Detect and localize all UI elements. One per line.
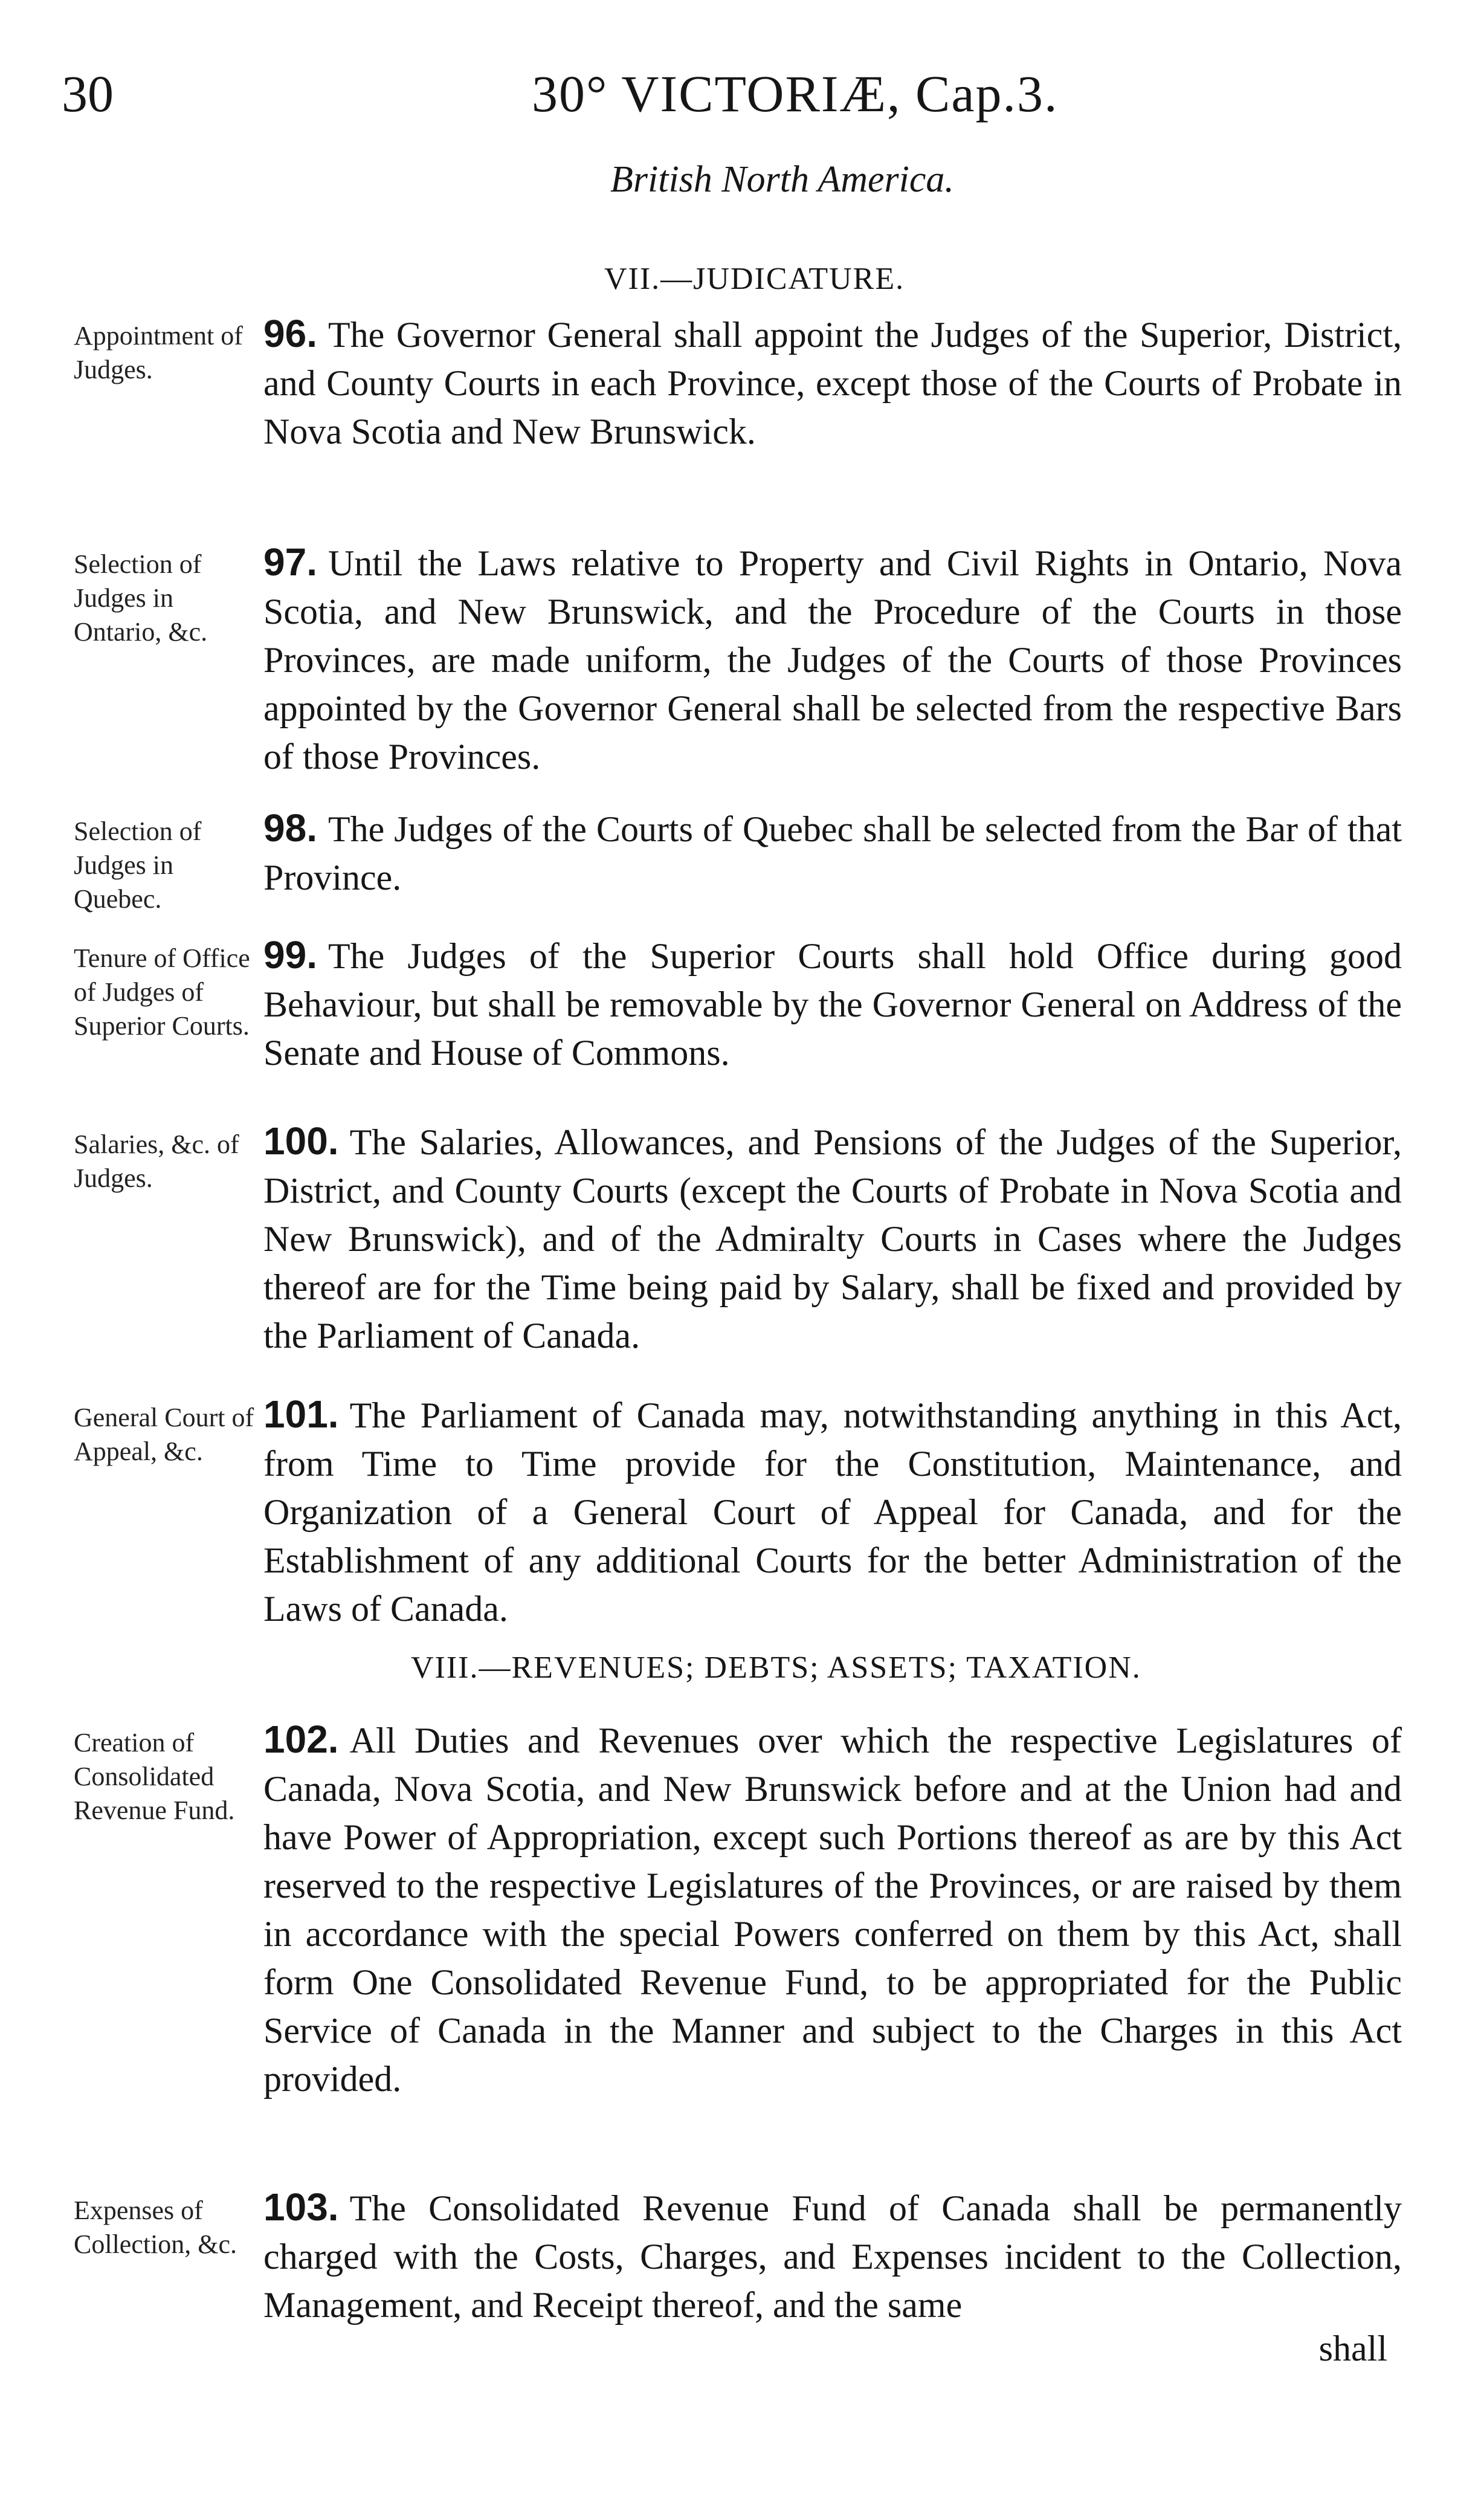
section-98 xyxy=(263,804,1402,902)
section-99 xyxy=(263,931,1402,1077)
margin-note-salaries: Salaries, &c. of Judges. xyxy=(74,1130,239,1193)
section-97 xyxy=(263,538,1402,781)
section-text: The Judges of the Superior Courts shall hold Office during good Behaviour, but shall be removable by the Governor General on Address of the Senate and House of Commons. xyxy=(263,936,1402,1073)
section-text: The Judges of the Courts of Quebec shall be selected from the Bar of that Province. xyxy=(263,809,1402,897)
margin-note-selection-quebec: Selection of Judges in Quebec. xyxy=(74,816,202,914)
section-103 xyxy=(263,2183,1402,2329)
section-number: 101. xyxy=(263,1392,339,1436)
section-text: The Parliament of Canada may, notwithstanding anything in this Act, from Time to Time provide for the Constitution, Maintenance, and Organization of a General Court of Appeal for Canada, and for the Establishment of any additional Courts for the better Administration of the Laws of Canada. xyxy=(263,1395,1402,1629)
section-text: All Duties and Revenues over which the respective Legislatures of Canada, Nova Scotia, and New Brunswick before and at the Union had and have Power of Appropriation, except such Portions thereof as are by this Act reserved to the respective Legislatures of the Provinces, or are raised by them in accordance with the special Powers conferred on them by this Act, shall form One Consolidated Revenue Fund, to be appropriated for the Public Service of Canada in the Manner and subject to the Charges in this Act provided. xyxy=(263,1721,1402,2099)
page-subtitle: British North America. xyxy=(610,159,954,200)
section-number: 99. xyxy=(263,933,317,977)
section-number: 103. xyxy=(263,2185,339,2229)
margin-note-expenses-of-collection: Expenses of Collection, &c. xyxy=(74,2196,237,2259)
section-number: 102. xyxy=(263,1718,339,1761)
section-96 xyxy=(263,309,1402,456)
section-text: The Governor General shall appoint the Judges of the Superior, District, and County Courts in each Province, except those of the Courts of Probate in Nova Scotia and New Brunswick. xyxy=(263,315,1402,451)
margin-note-general-court-of-appeal: General Court of Appeal, &c. xyxy=(74,1403,254,1466)
section-101 xyxy=(263,1390,1402,1633)
section-number: 97. xyxy=(263,540,317,584)
section-text: Until the Laws relative to Property and Civil Rights in Ontario, Nova Scotia, and New Brunswick, and the Procedure of the Courts in those Provinces, are made uniform, the Judges of the Courts of those Provinces appointed by the Governor General shall be selected from the respective Bars of those Provinces. xyxy=(263,543,1402,777)
margin-note-consolidated-revenue-fund: Creation of Consolidated Revenue Fund. xyxy=(74,1728,235,1825)
page-number: 30 xyxy=(62,65,114,123)
margin-note-tenure-of-office: Tenure of Office of Judges of Superior Courts. xyxy=(74,943,250,1041)
section-number: 96. xyxy=(263,312,317,355)
section-number: 98. xyxy=(263,806,317,850)
section-number: 100. xyxy=(263,1119,339,1163)
heading-revenues: VIII.—REVENUES; DEBTS; ASSETS; TAXATION. xyxy=(411,1650,1141,1685)
section-text: The Salaries, Allowances, and Pensions of the Judges of the Superior, District, and County Courts (except the Courts of Probate in Nova Scotia and New Brunswick), and of the Admiralty Courts in Cases where the Judges thereof are for the Time being paid by Salary, shall be fixed and provided by the Parliament of Canada. xyxy=(263,1122,1402,1356)
section-text: The Consolidated Revenue Fund of Canada shall be permanently charged with the Costs, Charges, and Expenses incident to the Collection, Management, and Receipt thereof, and the same xyxy=(263,2188,1402,2325)
running-head: 30° VICTORIÆ, Cap.3. xyxy=(532,65,1059,123)
margin-note-selection-ontario: Selection of Judges in Ontario, &c. xyxy=(74,549,208,647)
heading-judicature: VII.—JUDICATURE. xyxy=(604,262,905,296)
margin-note-appointment-of-judges: Appointment of Judges. xyxy=(74,321,243,384)
catchword: shall xyxy=(1318,2329,1387,2368)
section-102 xyxy=(263,1715,1402,2103)
section-100 xyxy=(263,1117,1402,1360)
